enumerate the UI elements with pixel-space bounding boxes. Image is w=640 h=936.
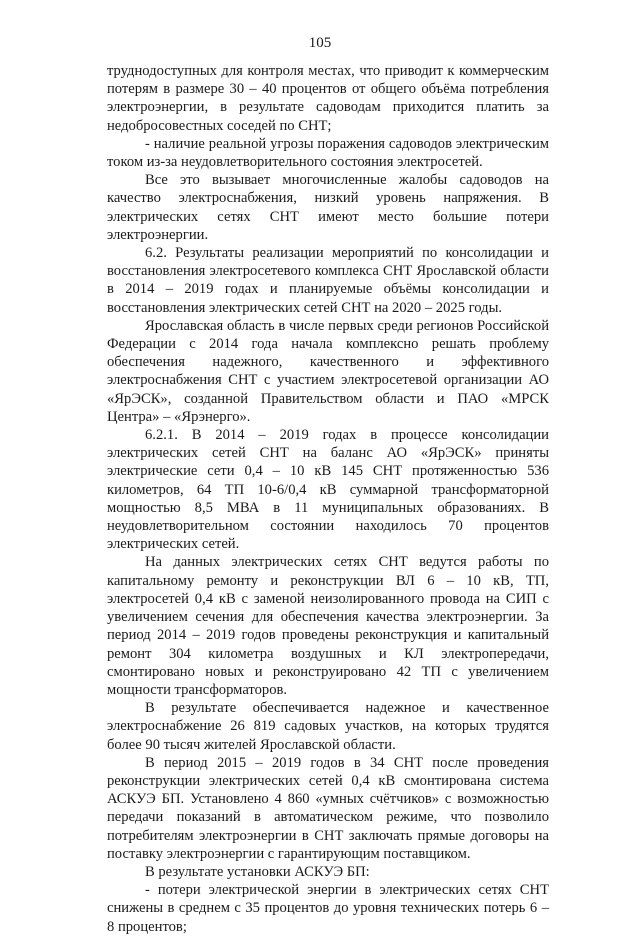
paragraph-askue: В период 2015 – 2019 годов в 34 СНТ после проведения реконструкции электрических сетей 0,4 кВ смонтирована система АСКУЭ БП. Установлено 4 860 «умных счётчиков» с возможностью передачи показаний в автоматическом режиме, что позволило потребителям электроэнергии в СНТ заключать прямые договоры на поставку электроэнергии с гарантирующим поставщиком. — [107, 754, 549, 862]
body-text — [107, 62, 549, 936]
paragraph-yaroslavl-region: Ярославская область в числе первых среди регионов Российской Федерации с 2014 года начала комплексно решать проблему обеспечения надежного, качественного и эффективного электроснабжения СНТ с участием электросетевой организации АО «ЯрЭСК», созданной Правительством области и ПАО «МРСК Центра» – «Ярэнерго». — [107, 317, 549, 425]
paragraph-repair-works: На данных электрических сетях СНТ ведутся работы по капитальному ремонту и реконструкции ВЛ 6 – 10 кВ, ТП, электросетей 0,4 кВ с заменой неизолированного провода на СИП с увеличением сечения для обеспечения качества электроэнергии. За период 2014 – 2019 годов проведены реконструкция и капитальный ремонт 304 километра воздушных и КЛ электропередачи, смонтировано новых и реконструировано 42 ТП с увеличением мощности трансформаторов. — [107, 554, 549, 698]
paragraph-continuation: труднодоступных для контроля местах, что приводит к коммерческим потерям в размере 30 – 40 процентов от общего объёма потребления электроэнергии, в результате садоводам приходится платить за недобросовестных соседей по СНТ; — [107, 63, 549, 134]
paragraph-electric-shock-threat: - наличие реальной угрозы поражения садоводов электрическим током из-за неудовлетворительного состояния электросетей. — [107, 135, 549, 171]
paragraph-6-2-1: 6.2.1. В 2014 – 2019 годах в процессе консолидации электрических сетей СНТ на баланс АО «ЯрЭСК» приняты электрические сети 0,4 – 10 кВ 145 СНТ протяженностью 536 километров, 64 ТП 10-6/0,4 кВ суммарной трансформаторной мощностью 8,5 МВА в 11 муниципальных образованиях. В неудовлетворительном состоянии находилось 70 процентов электрических сетей. — [107, 427, 549, 553]
section-heading-6-2: 6.2. Результаты реализации мероприятий по консолидации и восстановления электросетевого комплекса СНТ Ярославской области в 2014 – 2019 годах и планируемые объёмы консолидации и восстановления электрических сетей СНТ на 2020 – 2025 годы. — [107, 245, 549, 316]
paragraph-askue-results: В результате установки АСКУЭ БП: — [145, 863, 370, 880]
paragraph-losses-reduced: - потери электрической энергии в электрических сетях СНТ снижены в среднем с 35 процентов до уровня технических потерь 6 – 8 процентов; — [107, 882, 549, 935]
paragraph-reliable-supply: В результате обеспечивается надежное и качественное электроснабжение 26 819 садовых участков, на которых трудятся более 90 тысяч жителей Ярославской области. — [107, 700, 549, 753]
page-number: 105 — [308, 35, 332, 51]
paragraph-complaints: Все это вызывает многочисленные жалобы садоводов на качество электроснабжения, низкий уровень напряжения. В электрических сетях СНТ имеют место большие потери электроэнергии. — [107, 172, 549, 243]
